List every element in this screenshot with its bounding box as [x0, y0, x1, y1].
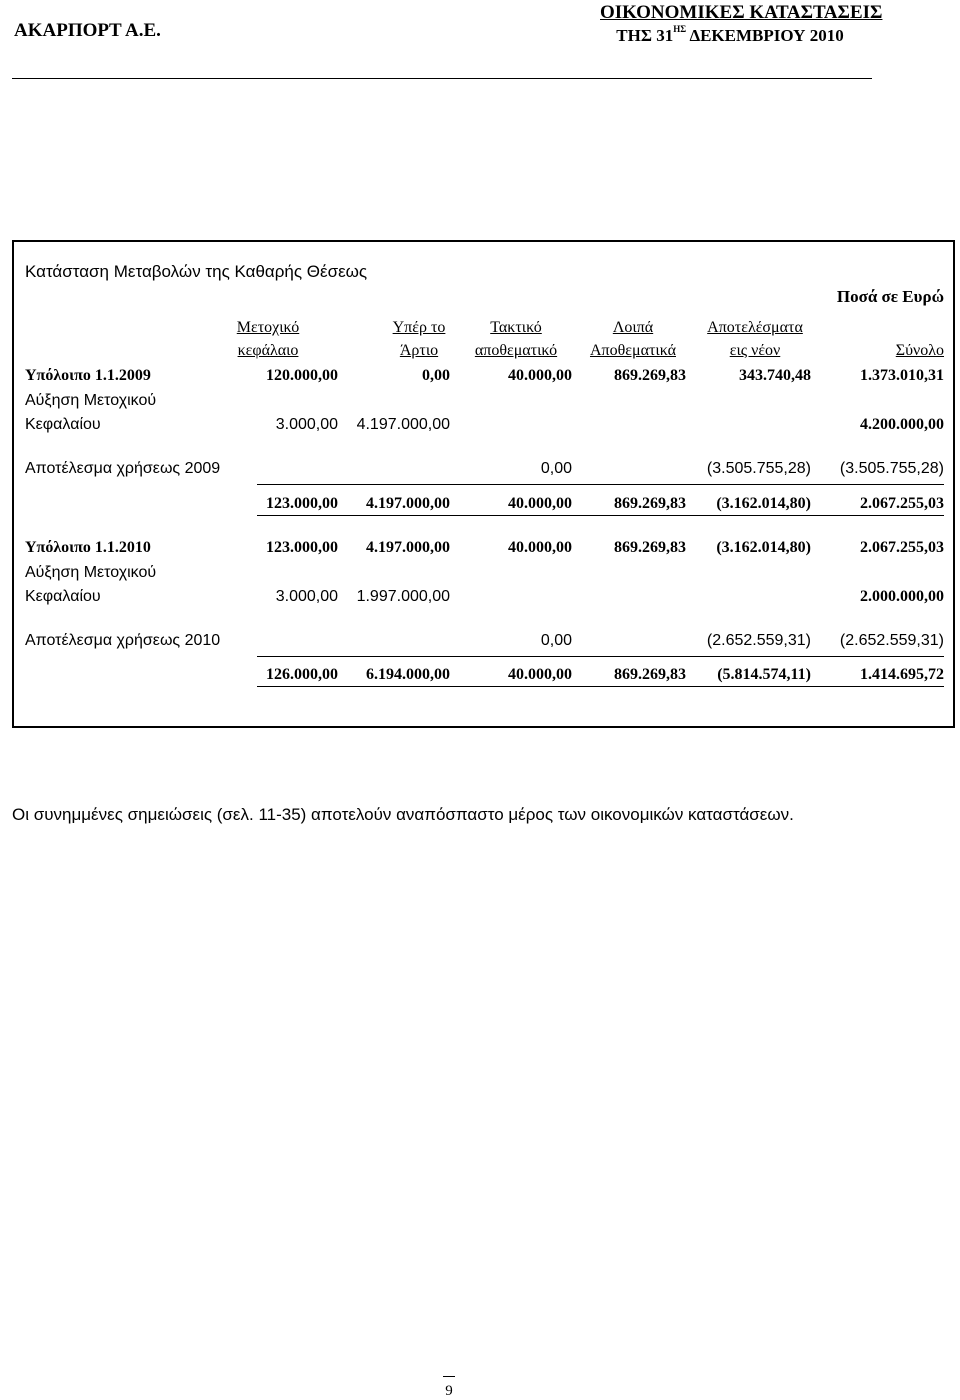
cell-value: 40.000,00 — [508, 539, 572, 556]
document-title: ΟΙΚΟΝΟΜΙΚΕΣ ΚΑΤΑΣΤΑΣΕΙΣ — [600, 2, 883, 23]
cell-value: 2.000.000,00 — [860, 588, 944, 605]
col-header-other-reserves-1: Λοιπά — [612, 319, 654, 336]
row-label-balance-2010: Υπόλοιπο 1.1.2010 — [25, 539, 151, 556]
cell-value: (3.505.755,28) — [706, 460, 811, 477]
col-header-retained-earnings-1: Αποτελέσματα — [707, 319, 803, 336]
cell-value: (3.162.014,80) — [716, 539, 811, 556]
cell-value: 4.197.000,00 — [356, 416, 450, 433]
col-header-legal-reserve-2: αποθεματικό — [474, 342, 558, 359]
col-header-share-capital-1: Μετοχικό — [236, 319, 300, 336]
date-suffix-sup: ΗΣ — [673, 24, 687, 34]
row-label-result-2010: Αποτέλεσμα χρήσεως 2010 — [25, 632, 221, 649]
cell-value: 123.000,00 — [266, 495, 338, 512]
subtotal-rule — [257, 484, 944, 485]
col-header-total: Σύνολο — [895, 342, 944, 359]
cell-value: (2.652.559,31) — [839, 632, 944, 649]
document-date — [600, 25, 860, 44]
row-label-capital-increase-2009-1: Αύξηση Μετοχικού — [25, 392, 157, 409]
cell-value: 1.414.695,72 — [860, 666, 944, 683]
total-rule — [257, 686, 944, 687]
notes-statement: Οι συνημμένες σημειώσεις (σελ. 11-35) αποτελούν αναπόσπαστο μέρος των οικονομικών καταστάσεων. — [12, 805, 794, 824]
cell-value: (3.162.014,80) — [716, 495, 811, 512]
cell-value: 40.000,00 — [508, 367, 572, 384]
cell-value: 4.197.000,00 — [366, 539, 450, 556]
cell-value: 126.000,00 — [266, 666, 338, 683]
col-header-retained-earnings-2: εις νέον — [729, 342, 781, 359]
cell-value: 3.000,00 — [275, 588, 338, 605]
cell-value: 869.269,83 — [614, 367, 686, 384]
col-header-other-reserves-2: Αποθεματικά — [589, 342, 676, 359]
cell-value: 0,00 — [540, 632, 572, 649]
cell-value: 3.000,00 — [275, 416, 338, 433]
row-label-capital-increase-2010-2: Κεφαλαίου — [25, 588, 101, 605]
col-header-share-premium-1: Υπέρ το — [392, 319, 446, 336]
cell-value: 120.000,00 — [266, 367, 338, 384]
col-header-share-capital-2: κεφάλαιο — [237, 342, 299, 359]
cell-value: (2.652.559,31) — [706, 632, 811, 649]
company-name: ΑΚΑΡΠΟΡΤ Α.Ε. — [14, 20, 161, 41]
currency-note: Ποσά σε Ευρώ — [836, 287, 944, 306]
subtotal-rule — [257, 656, 944, 657]
cell-value: (5.814.574,11) — [717, 666, 811, 683]
cell-value: 869.269,83 — [614, 666, 686, 683]
cell-value: 0,00 — [422, 367, 450, 384]
col-header-legal-reserve-1: Τακτικό — [490, 319, 542, 336]
col-header-share-premium-2: Άρτιο — [399, 342, 439, 359]
row-label-result-2009: Αποτέλεσμα χρήσεως 2009 — [25, 460, 221, 477]
page-number: 9 — [445, 1383, 453, 1399]
cell-value: 2.067.255,03 — [860, 495, 944, 512]
row-label-capital-increase-2009-2: Κεφαλαίου — [25, 416, 101, 433]
cell-value: 0,00 — [540, 460, 572, 477]
total-rule — [257, 515, 944, 516]
row-label-balance-2009: Υπόλοιπο 1.1.2009 — [25, 367, 151, 384]
cell-value: 4.200.000,00 — [860, 416, 944, 433]
header-divider — [12, 78, 872, 79]
cell-value: (3.505.755,28) — [839, 460, 944, 477]
cell-value: 40.000,00 — [508, 495, 572, 512]
row-label-capital-increase-2010-1: Αύξηση Μετοχικού — [25, 564, 157, 581]
cell-value: 2.067.255,03 — [860, 539, 944, 556]
cell-value: 6.194.000,00 — [366, 666, 450, 683]
cell-value: 1.373.010,31 — [860, 367, 944, 384]
cell-value: 40.000,00 — [508, 666, 572, 683]
cell-value: 343.740,48 — [739, 367, 811, 384]
page-number-rule — [443, 1376, 455, 1377]
statement-title: Κατάσταση Μεταβολών της Καθαρής Θέσεως — [25, 262, 368, 281]
cell-value: 869.269,83 — [614, 539, 686, 556]
cell-value: 869.269,83 — [614, 495, 686, 512]
date-prefix: ΤΗΣ 31 — [616, 26, 674, 45]
cell-value: 123.000,00 — [266, 539, 338, 556]
cell-value: 4.197.000,00 — [366, 495, 450, 512]
cell-value: 1.997.000,00 — [356, 588, 450, 605]
date-month-year: ΔΕΚΕΜΒΡΙΟΥ 2010 — [689, 26, 844, 45]
